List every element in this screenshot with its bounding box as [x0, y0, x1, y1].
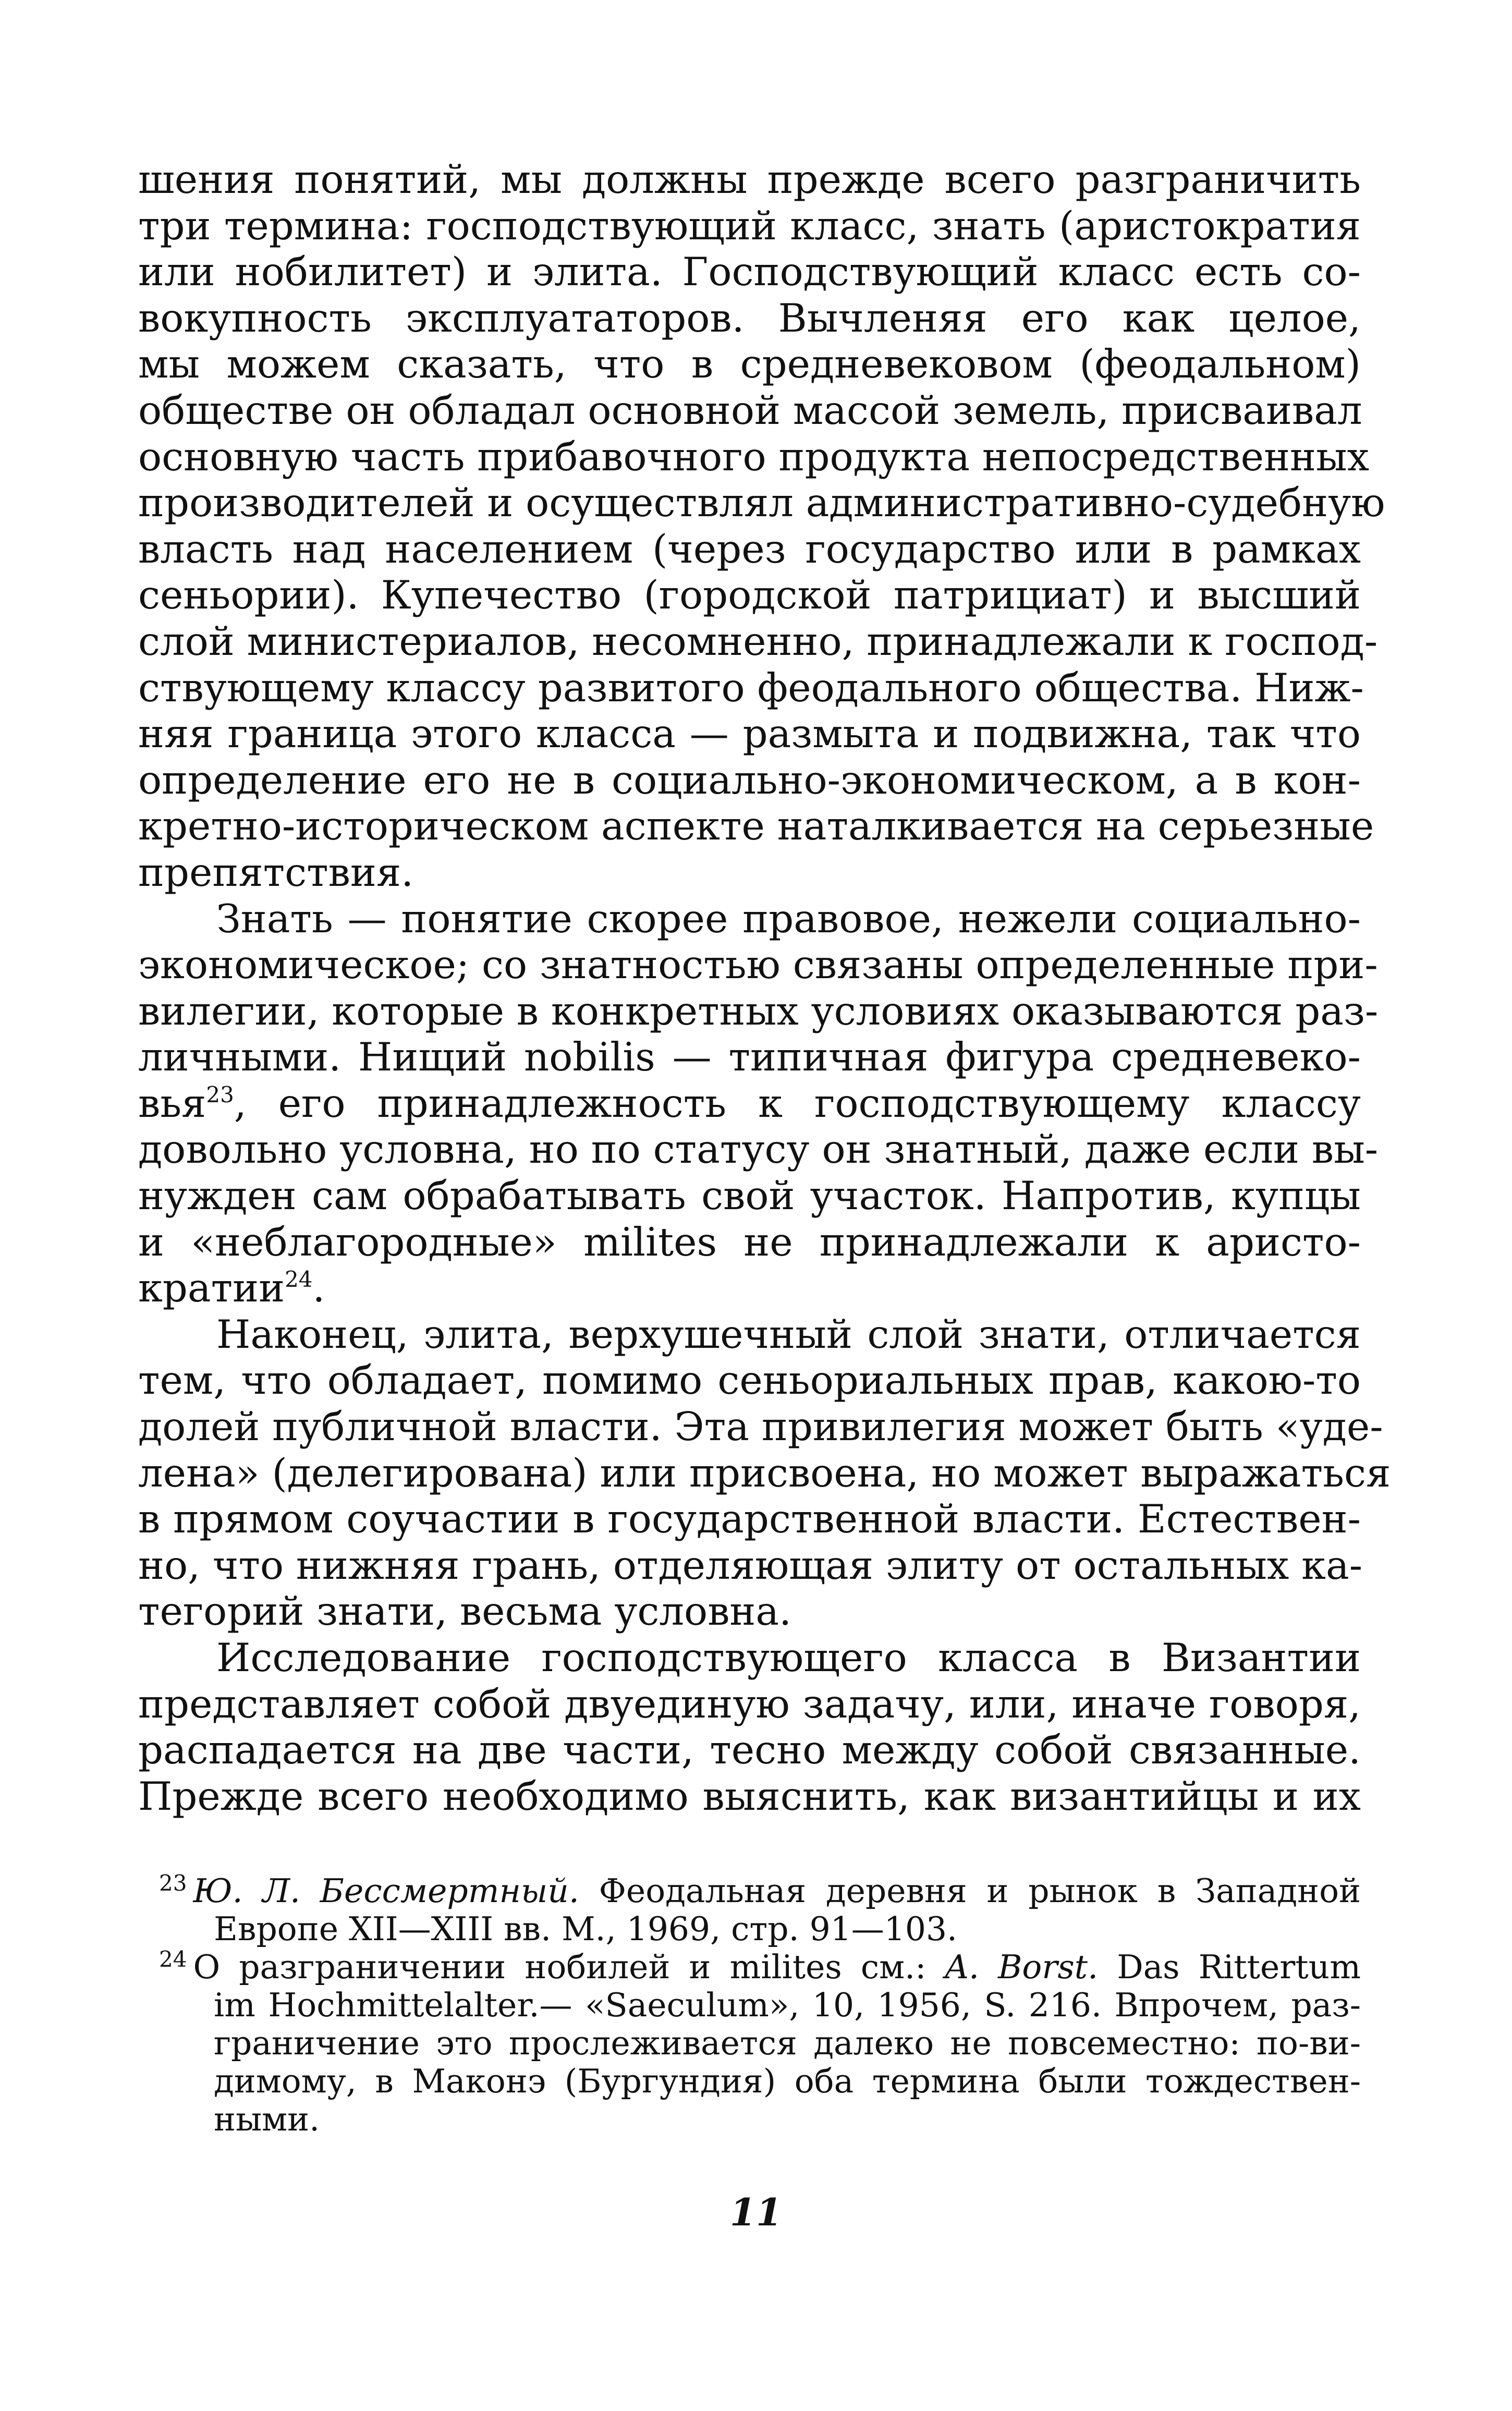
text-line: тегорий знати, весьма условна.: [138, 1588, 791, 1635]
text-line: препятствия.: [138, 849, 414, 895]
paragraph-3: [138, 1311, 1391, 1635]
footnote-line: im Hochmittelalter.— «Saeculum», 10, 1956, S. 216. Впрочем, раз-: [214, 1986, 1361, 2024]
text-line: Знать — понятие скорее правовое, нежели социально-: [216, 895, 1361, 942]
text-fragment: .: [312, 1265, 325, 1311]
footnote-number: 24: [159, 1946, 187, 1972]
text-line: долей публичной власти. Эта привилегия может быть «уде-: [138, 1404, 1383, 1450]
text-line: ствующему классу развитого феодального общества. Ниж-: [138, 664, 1364, 711]
text-line: няя граница этого класса — размыта и подвижна, так что: [138, 711, 1361, 757]
text-fragment: кратии: [138, 1265, 285, 1311]
footnote-ref-24[interactable]: 24: [285, 1267, 313, 1293]
text-line: экономическое; со знатностью связаны определенные при-: [138, 942, 1378, 988]
footnote-line: [138, 1872, 1361, 1910]
text-line: лена» (делегирована) или присвоена, но может выражаться: [138, 1450, 1391, 1496]
text-line: мы можем сказать, что в средневековом (феодальном): [138, 341, 1361, 387]
text-line: Прежде всего необходимо выяснить, как византийцы и их: [138, 1773, 1361, 1819]
footnote-text: О разграничении нобилей и milites см.:: [193, 1948, 945, 1986]
text-line: нужден сам обрабатывать свой участок. Напротив, купцы: [138, 1173, 1361, 1219]
text-fragment: , его принадлежность к господствующему классу: [234, 1080, 1361, 1126]
text-line: тем, что обладает, помимо сеньориальных прав, какою-то: [138, 1357, 1361, 1404]
text-line: Наконец, элита, верхушечный слой знати, отличается: [216, 1311, 1361, 1357]
footnote-line: ными.: [214, 2100, 320, 2138]
text-fragment: вья: [138, 1080, 206, 1126]
text-line: [138, 1265, 1361, 1311]
text-line: вилегии, которые в конкретных условиях оказываются раз-: [138, 988, 1379, 1034]
footnote-ref-23[interactable]: 23: [206, 1081, 234, 1107]
footnote-line: димому, в Маконэ (Бургундия) оба термина были тождествен-: [214, 2062, 1361, 2100]
text-line: но, что нижняя грань, отделяющая элиту от остальных ка-: [138, 1542, 1363, 1588]
paragraph-1: [138, 156, 1385, 896]
footnote-number: 23: [159, 1870, 187, 1896]
text-line: определение его не в социально-экономическом, а в кон-: [138, 757, 1361, 803]
footnote-24: [138, 1948, 1361, 2138]
text-line: и «неблагородные» milites не принадлежали к аристо-: [138, 1219, 1361, 1265]
text-line: основную часть прибавочного продукта непосредственных: [138, 433, 1370, 480]
footnote-23: [138, 1872, 1361, 1948]
footnotes: [138, 1872, 1361, 2138]
text-line: слой министериалов, несомненно, принадлежали к господ-: [138, 618, 1378, 664]
text-line: [138, 1080, 1361, 1127]
paragraph-2: [138, 895, 1379, 1311]
footnote-text: Феодальная деревня и рынок в Западной: [579, 1872, 1361, 1910]
text-line: в прямом соучастии в государственной власти. Естествен-: [138, 1496, 1361, 1542]
main-text: [138, 156, 1391, 1819]
footnote-author: Ю. Л. Бессмертный.: [193, 1872, 579, 1910]
footnote-text: Das Rittertum: [1098, 1948, 1361, 1986]
text-line: шения понятий, мы должны прежде всего разграничить: [138, 156, 1361, 202]
text-line: распадается на две части, тесно между собой связанные.: [138, 1727, 1361, 1773]
footnote-line: Европе XII—XIII вв. М., 1969, стр. 91—103.: [214, 1910, 958, 1948]
footnote-author: A. Borst.: [945, 1948, 1099, 1986]
text-line: три термина: господствующий класс, знать (аристократия: [138, 202, 1361, 249]
text-line: личными. Нищий nobilis — типичная фигура средневеко-: [138, 1034, 1361, 1080]
text-line: сеньории). Купечество (городской патрициат) и высший: [138, 572, 1361, 618]
footnote-line: граничение это прослеживается далеко не повсеместно: по-ви-: [214, 2024, 1361, 2062]
text-line: или нобилитет) и элита. Господствующий класс есть со-: [138, 249, 1361, 295]
page-number: 11: [729, 2190, 783, 2234]
text-line: довольно условна, но по статусу он знатный, даже если вы-: [138, 1126, 1379, 1173]
text-line: обществе он обладал основной массой земель, присваивал: [138, 387, 1362, 433]
text-line: вокупность эксплуататоров. Вычленяя его как целое,: [138, 295, 1361, 341]
footnote-line: [138, 1948, 1361, 1986]
text-line: представляет собой двуединую задачу, или, иначе говоря,: [138, 1681, 1361, 1727]
text-line: кретно-историческом аспекте наталкивается на серьезные: [138, 803, 1374, 849]
paragraph-4: [138, 1635, 1361, 1819]
text-line: производителей и осуществлял административно-судебную: [138, 480, 1385, 526]
text-line: Исследование господствующего класса в Византии: [216, 1635, 1361, 1681]
text-line: власть над населением (через государство или в рамках: [138, 526, 1361, 572]
